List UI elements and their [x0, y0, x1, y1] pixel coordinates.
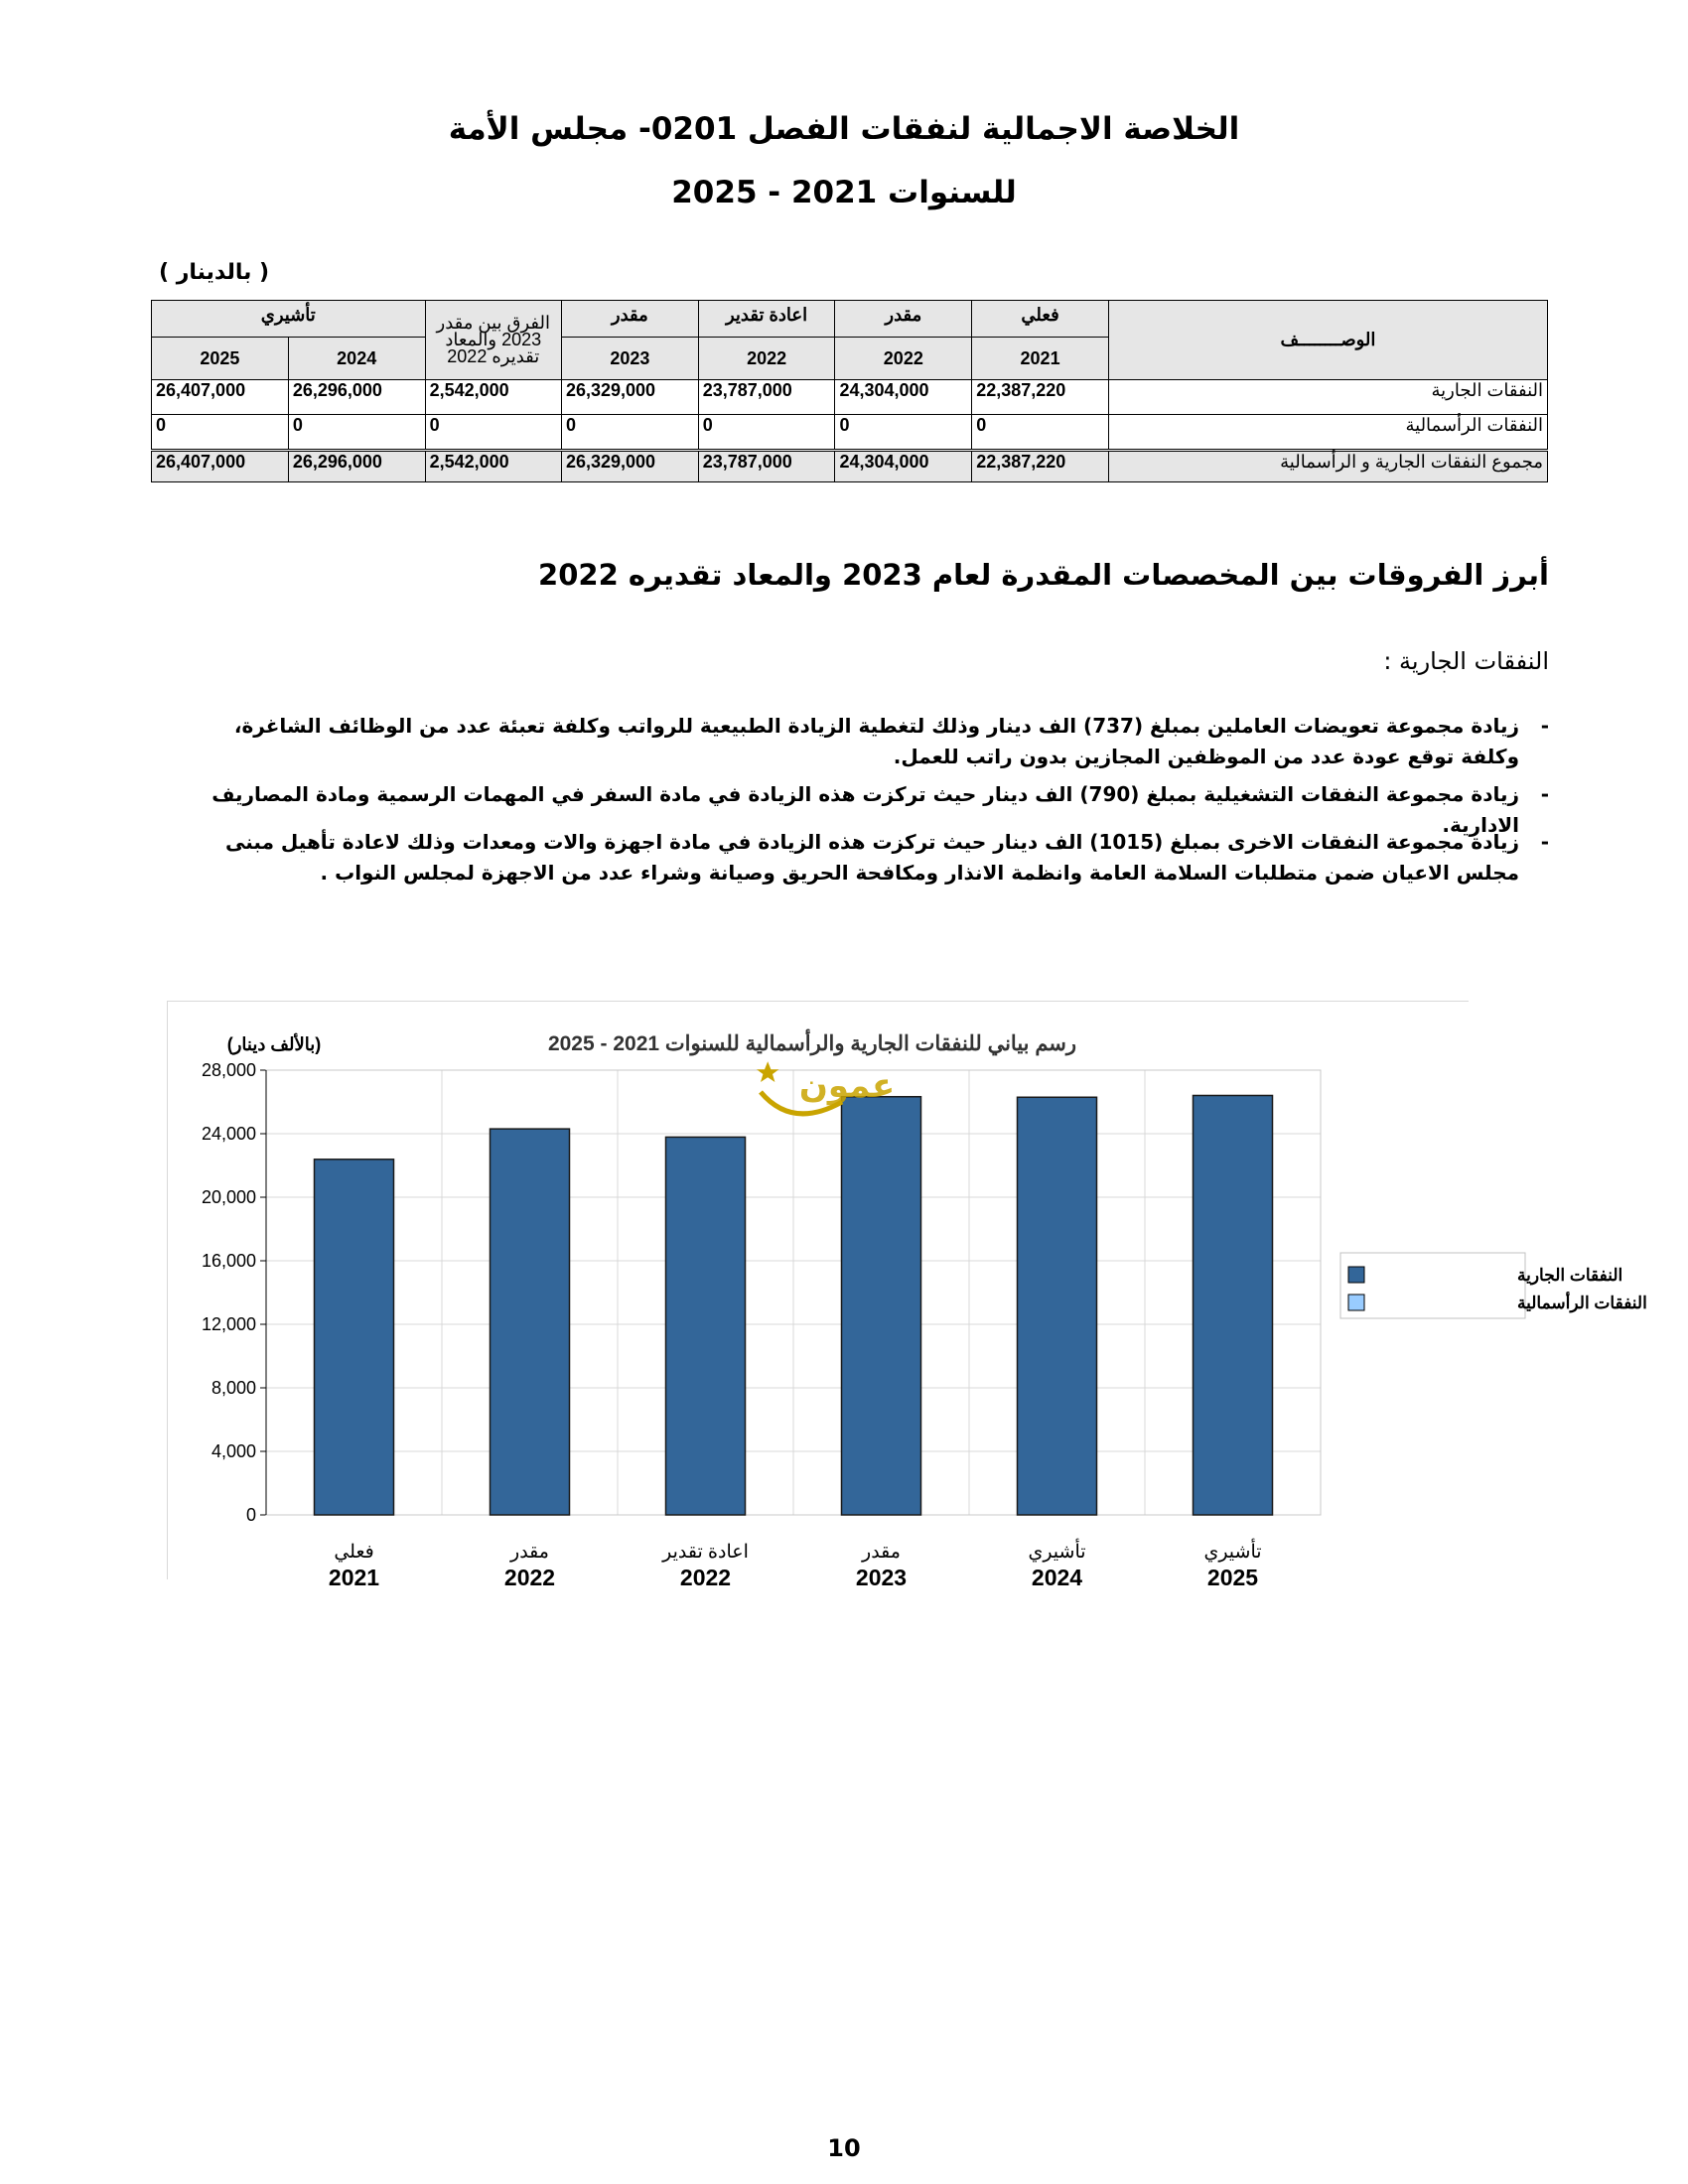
legend-swatch: [1348, 1267, 1364, 1283]
table-cell: 0: [698, 415, 835, 451]
col-header-year: 2023: [561, 338, 698, 380]
y-tick-label: 16,000: [201, 1251, 256, 1271]
bullet-list: [179, 827, 1549, 888]
x-tick-year: 2023: [855, 1565, 908, 1590]
page-title: الخلاصة الاجمالية لنفقات الفصل 0201- مجلس الأمة: [448, 111, 1240, 147]
row-desc: النفقات الرأسمالية: [1108, 415, 1547, 451]
table-row-total: [152, 451, 1548, 482]
bar: [315, 1160, 394, 1515]
bar: [842, 1097, 921, 1515]
y-tick-label: 20,000: [201, 1187, 256, 1207]
x-tick-label: مقدر: [862, 1542, 901, 1563]
x-tick-label: تأشيري: [1028, 1542, 1086, 1563]
table-cell: 26,407,000: [152, 451, 289, 482]
col-header-year: 2022: [698, 338, 835, 380]
x-tick-label: مقدر: [510, 1542, 549, 1563]
table-cell: 22,387,220: [972, 380, 1109, 415]
table-cell: 26,329,000: [561, 380, 698, 415]
x-tick-year: 2022: [679, 1565, 732, 1590]
col-header-label: اعادة تقدير: [698, 301, 835, 338]
col-header-year: 2022: [835, 338, 972, 380]
x-tick-year: 2025: [1206, 1565, 1259, 1590]
col-header-year: 2021: [972, 338, 1109, 380]
y-tick-label: 0: [245, 1505, 256, 1525]
x-tick-label: فعلي: [334, 1542, 374, 1563]
x-tick-year: 2022: [503, 1565, 556, 1590]
x-tick-year: 2021: [328, 1565, 380, 1590]
table-cell: 0: [561, 415, 698, 451]
col-header-label: فعلي: [972, 301, 1109, 338]
table-cell: 26,407,000: [152, 380, 289, 415]
list-item: - زيادة مجموعة تعويضات العاملين بمبلغ (737) الف دينار وذلك لتغطية الزيادة الطبيعية للرواتب وكلفة تعبئة عدد من الوظائف الشاغرة، وكلفة توقع عودة عدد من الموظفين المجازين بدون راتب للعمل.: [179, 711, 1549, 772]
table-cell: 26,296,000: [288, 451, 425, 482]
col-header-label: تأشيري: [152, 301, 426, 338]
legend-label: النفقات الرأسمالية: [1517, 1294, 1647, 1312]
table-cell: 0: [835, 415, 972, 451]
y-tick-label: 8,000: [211, 1378, 256, 1398]
x-tick-label: تأشيري: [1203, 1542, 1262, 1563]
table-cell: 2,542,000: [425, 451, 561, 482]
page-number: 10: [827, 2134, 861, 2162]
bar: [491, 1129, 570, 1515]
col-header-label: مقدر: [561, 301, 698, 338]
logo-text: عمون: [798, 1066, 896, 1106]
table-cell: 0: [972, 415, 1109, 451]
table-cell: 23,787,000: [698, 380, 835, 415]
col-header-diff: الفرق بين مقدر 2023 والمعاد تقديره 2022: [425, 301, 561, 380]
y-tick-label: 4,000: [211, 1441, 256, 1461]
bar: [1018, 1097, 1097, 1515]
table-cell: 22,387,220: [972, 451, 1109, 482]
table-cell: 24,304,000: [835, 451, 972, 482]
summary-table: [151, 300, 1548, 482]
bar: [666, 1137, 746, 1515]
table-row: [152, 380, 1548, 415]
table-row: [152, 415, 1548, 451]
table-cell: 26,296,000: [288, 380, 425, 415]
col-header-year: 2024: [288, 338, 425, 380]
table-cell: 0: [152, 415, 289, 451]
page-subtitle: للسنوات 2021 - 2025: [671, 175, 1017, 210]
y-tick-label: 24,000: [201, 1124, 256, 1144]
bullet-list: [179, 711, 1549, 772]
table-cell: 0: [288, 415, 425, 451]
desc-header: الوصــــــــف: [1108, 301, 1547, 380]
unit-label: ( بالدينار ): [159, 260, 270, 285]
y-tick-label: 28,000: [201, 1060, 256, 1080]
y-axis-label: (بالألف دينار): [226, 1034, 322, 1054]
row-desc: النفقات الجارية: [1108, 380, 1547, 415]
logo: [753, 1052, 931, 1132]
row-desc: مجموع النفقات الجارية و الرأسمالية: [1108, 451, 1547, 482]
col-header-label: مقدر: [835, 301, 972, 338]
sub-heading: النفقات الجارية :: [1383, 647, 1549, 675]
y-tick-label: 12,000: [201, 1314, 256, 1334]
section-heading: أبرز الفروقات بين المخصصات المقدرة لعام 2023 والمعاد تقديره 2022: [538, 558, 1549, 592]
legend-box: [1340, 1253, 1525, 1318]
table-cell: 23,787,000: [698, 451, 835, 482]
list-item: - زيادة مجموعة النفقات الاخرى بمبلغ (1015) الف دينار حيث تركزت هذه الزيادة في مادة اجهزة والات ومعدات وذلك لاعادة تأهيل مبنى مجلس الاعيان ضمن متطلبات السلامة العامة وانظمة الانذار ومكافحة الحريق وصيانة وشراء عدد من الاجهزة لمجلس النواب .: [179, 827, 1549, 888]
legend-swatch: [1348, 1295, 1364, 1310]
legend-label: النفقات الجارية: [1517, 1266, 1623, 1285]
x-tick-label: اعادة تقدير: [662, 1542, 749, 1563]
table-cell: 0: [425, 415, 561, 451]
table-cell: 2,542,000: [425, 380, 561, 415]
list-item: - زيادة مجموعة النفقات التشغيلية بمبلغ (790) الف دينار حيث تركزت هذه الزيادة في مادة السفر في المهمات الرسمية ومادة المصاريف الادارية.: [179, 779, 1549, 841]
chart-title: رسم بياني للنفقات الجارية والرأسمالية للسنوات 2021 - 2025: [547, 1032, 1077, 1055]
col-header-year: 2025: [152, 338, 289, 380]
table-cell: 26,329,000: [561, 451, 698, 482]
table-cell: 24,304,000: [835, 380, 972, 415]
bar: [1194, 1095, 1273, 1515]
x-tick-year: 2024: [1031, 1565, 1083, 1590]
